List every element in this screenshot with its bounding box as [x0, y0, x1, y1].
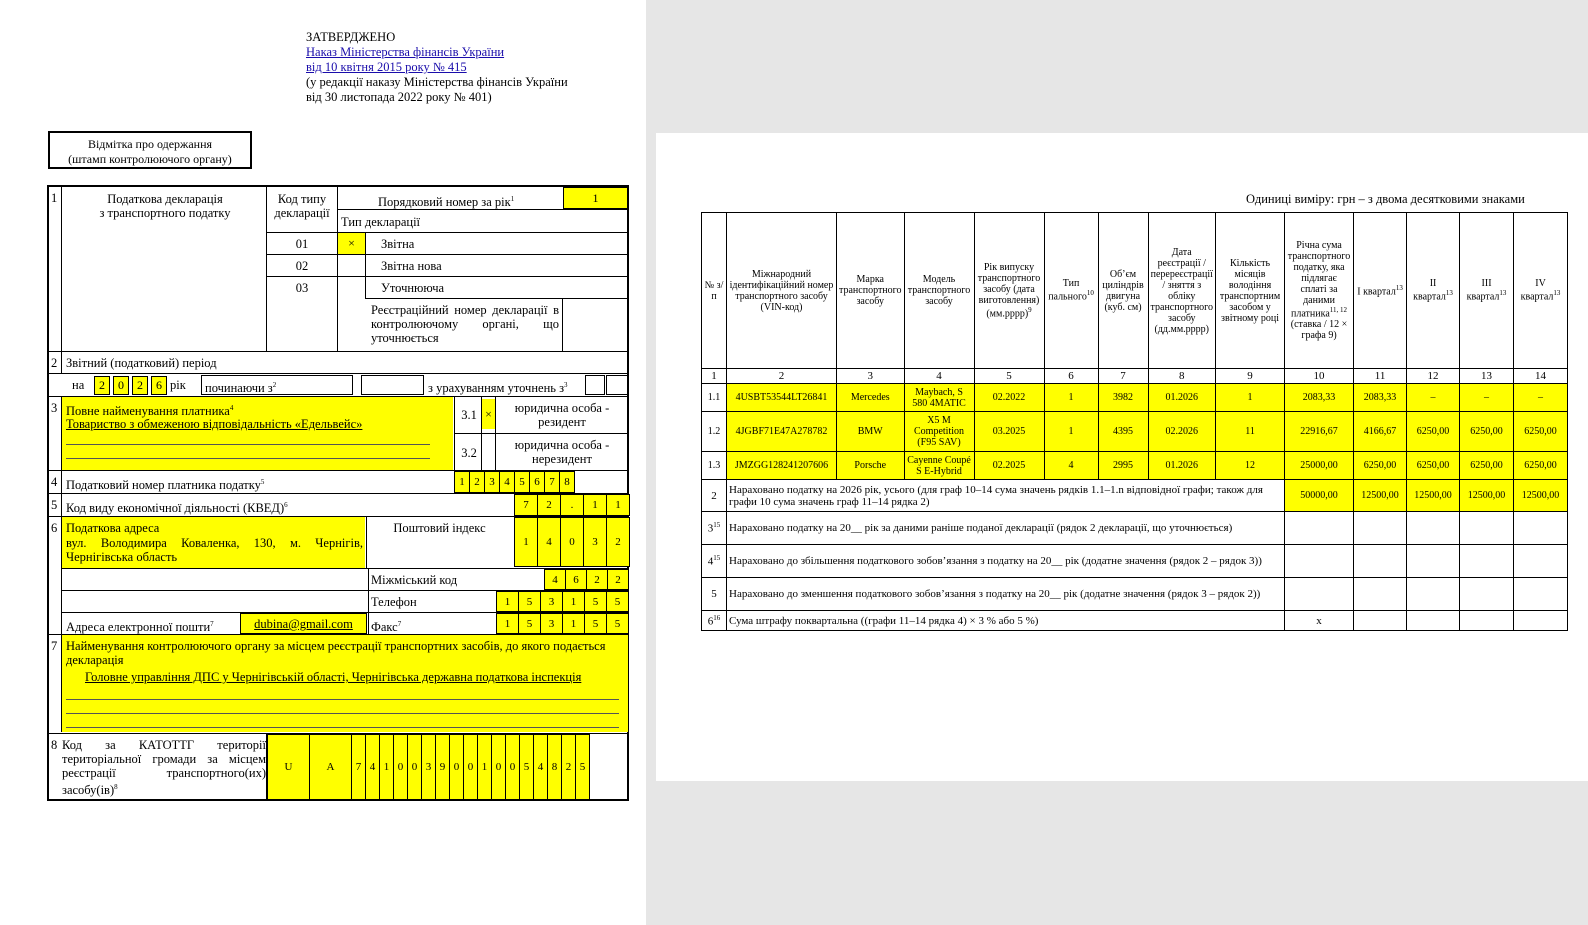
payer-name-value[interactable]: Товариство з обмеженою відповідальність «Едельвейс» [66, 417, 363, 431]
row-number-5: 5 [51, 498, 58, 512]
summary-number: 2 [702, 480, 727, 512]
katottg-digit[interactable]: 5 [575, 734, 590, 800]
summary-q1[interactable] [1354, 512, 1407, 545]
row-number: 1.1 [702, 384, 727, 412]
vin-cell[interactable]: 4USBT53544LT26841 [727, 384, 837, 412]
summary-q2[interactable] [1407, 578, 1460, 611]
summary-q4[interactable] [1514, 545, 1568, 578]
summary-text: Нараховано до збільшення податкового зобов’язання з податку на 20__ рік (додатне значення (рядок 2 – рядок 3)) [727, 545, 1285, 578]
row-number-4: 4 [51, 475, 58, 489]
decl-type-code-line-2: декларації [274, 206, 330, 220]
phone-digit[interactable]: 1 [562, 591, 585, 612]
payer-name-label-text: Повне найменування платника [66, 404, 230, 419]
column-number: 6 [1044, 369, 1098, 384]
brand-cell[interactable]: Porsche [837, 452, 905, 480]
tax-number-digit[interactable]: 4 [499, 471, 515, 493]
starting-from-label: починаючи $з^2$ [205, 381, 277, 396]
approved-label: ЗАТВЕРДЖЕНО [306, 30, 396, 44]
receipt-stamp-box [48, 131, 252, 169]
header-text: IV квартал [1520, 278, 1554, 303]
q2-cell[interactable]: 6250,00 [1407, 412, 1460, 452]
reg-date-cell[interactable]: 01.2026 [1148, 452, 1216, 480]
phone-digit[interactable]: 5 [606, 591, 629, 612]
edition-line-1: (у редакції наказу Міністерства фінансів України [306, 75, 568, 89]
summary-q4[interactable]: 12500,00 [1514, 480, 1568, 512]
column-number: 9 [1216, 369, 1285, 384]
summary-q4[interactable] [1514, 512, 1568, 545]
decl-type-label-01: Звітна [381, 237, 415, 251]
q4-cell[interactable]: 6250,00 [1514, 452, 1568, 480]
summary-number-text: 6 [707, 615, 714, 628]
summary-q3[interactable]: 12500,00 [1460, 480, 1514, 512]
fax-label: Факс$^7$ [371, 620, 402, 635]
volume-cell[interactable]: 3982 [1098, 384, 1148, 412]
resident-mark[interactable]: × [482, 399, 495, 429]
annual-cell[interactable]: 22916,67 [1285, 412, 1354, 452]
column-number: 13 [1460, 369, 1514, 384]
row-number-1: 1 [51, 191, 58, 205]
edition-line-2: від 30 листопада 2022 року № 401) [306, 90, 492, 104]
tax-number-label: Податковий номер платника податку$^5$ [66, 478, 265, 493]
decl-type-mark-01[interactable]: × [338, 233, 365, 254]
form-title-line-1: Податкова декларація [107, 192, 223, 206]
fax-digit[interactable]: 3 [540, 613, 563, 634]
row-number-6: 6 [51, 521, 58, 535]
summary-text: Нараховано податку на 2026 рік, усього (для граф 10–14 сума значень рядків 1.1–1.n відповідної графи; також для графи 10 сума значень граф 11–14 рядка 2) [727, 480, 1285, 512]
katottg-digit[interactable]: 0 [407, 734, 422, 800]
header-cell: IV квартал$^{13}$ [1514, 213, 1568, 369]
summary-row [702, 480, 1568, 512]
reg-date-cell[interactable]: 02.2026 [1148, 412, 1216, 452]
resident-code: 3.1 [461, 408, 477, 422]
header-cell: Міжнародний ідентифікаційний номер транспортного засобу (VIN-код) [727, 213, 837, 369]
order-link-1[interactable]: Наказ Міністерства фінансів України [306, 45, 505, 59]
header-text: Тип пального [1048, 278, 1087, 303]
decl-type-code-01: 01 [295, 237, 309, 251]
row-number: 1.3 [702, 452, 727, 480]
authority-label: Найменування контролюючого органу за місцем реєстрації транспортних засобів, до якого подається декларація [66, 639, 606, 667]
header-cell: № з/п [702, 213, 727, 369]
summary-annual[interactable] [1285, 512, 1354, 545]
stamp-line-1: Відмітка про одержання [87, 137, 213, 151]
intercity-label: Міжміський код [371, 573, 458, 587]
summary-annual[interactable] [1285, 578, 1354, 611]
column-number: 14 [1514, 369, 1568, 384]
katottg-digit[interactable]: 0 [505, 734, 520, 800]
kved-label-text: Код виду економічної діяльності (КВЕД) [66, 501, 285, 516]
row-number: 1.2 [702, 412, 727, 452]
table-row [702, 412, 1568, 452]
column-numbers-row [702, 369, 1568, 384]
brand-cell[interactable]: Mercedes [837, 384, 905, 412]
table-header-row [702, 213, 1568, 369]
q1-cell[interactable]: 4166,67 [1354, 412, 1407, 452]
header-cell: III квартал$^{13}$ [1460, 213, 1514, 369]
header-cell: Річна сума транспортного податку, яка підлягає сплаті за даними платника$^{11, 12}$ (ставка / 12 × графа 9) [1285, 213, 1354, 369]
postal-label: Поштовий індекс [393, 521, 486, 535]
decl-type-label-02: Звітна нова [381, 259, 442, 273]
q3-cell[interactable]: 6250,00 [1460, 452, 1514, 480]
summary-q3[interactable] [1460, 611, 1514, 631]
phone-digit[interactable]: 5 [584, 591, 607, 612]
katottg-digit[interactable]: 2 [561, 734, 576, 800]
table-row [702, 452, 1568, 480]
phone-label: Телефон [371, 595, 417, 609]
column-number: 10 [1285, 369, 1354, 384]
summary-text: Сума штрафу поквартальна ((графи 11–14 рядка 4) × 3 % або 5 %) [727, 611, 1285, 631]
address-label: Податкова адреса [66, 521, 160, 535]
postal-digit[interactable]: 0 [560, 517, 584, 567]
summary-q2[interactable] [1407, 545, 1460, 578]
column-number: 12 [1407, 369, 1460, 384]
fax-digit[interactable]: 1 [562, 613, 585, 634]
period-label: Звітний (податковий) період [66, 356, 217, 370]
starting-from-text: починаючи з [205, 381, 273, 396]
column-number: 7 [1098, 369, 1148, 384]
table-row [702, 384, 1568, 412]
tax-number-label-text: Податковий номер платника податку [66, 478, 261, 493]
summary-annual: x [1285, 611, 1354, 631]
serial-number-field[interactable]: 1 [563, 187, 628, 209]
decl-type-code-02: 02 [295, 259, 309, 273]
summary-row [702, 578, 1568, 611]
decl-type-label-03: Уточнююча [381, 281, 445, 295]
authority-value[interactable]: Головне управління ДПС у Чернігівській області, Чернігівська державна податкова інспекція [85, 670, 582, 684]
header-cell: Дата реєстрації / перереєстрації / зняття з обліку транспортного засобу (дд.мм.рррр) [1148, 213, 1216, 369]
tax-number-digit[interactable]: 8 [559, 471, 575, 493]
tax-number-digit[interactable]: 3 [484, 471, 500, 493]
fax-digit[interactable]: 1 [496, 613, 519, 634]
intercity-digit[interactable]: 2 [607, 569, 629, 590]
katottg-digit[interactable]: 5 [519, 734, 534, 800]
summary-number-text: 3 [707, 522, 714, 535]
address-value[interactable]: вул. Володимира Коваленка, 130, м. Чернігів, Чернігівська область [66, 536, 363, 564]
volume-cell[interactable]: 2995 [1098, 452, 1148, 480]
header-cell: Рік випуску транспортного засобу (дата виготовлення) (мм.рррр)$^9$ [974, 213, 1044, 369]
katottg-digit[interactable]: 8 [547, 734, 562, 800]
decl-type-mark-02[interactable] [338, 255, 365, 276]
header-cell: II квартал$^{13}$ [1407, 213, 1460, 369]
katottg-digit[interactable]: 0 [463, 734, 478, 800]
decl-type-label: Тип декларації [341, 215, 421, 229]
kved-label: Код виду економічної діяльності (КВЕД)$^6$ [66, 501, 288, 516]
summary-q4[interactable] [1514, 578, 1568, 611]
katottg-digit[interactable]: 0 [491, 734, 506, 800]
serial-number-label: Порядковий номер за рік$^1$ [378, 195, 515, 210]
vehicles-table [701, 212, 1568, 631]
order-link-2[interactable]: від 10 квітня 2015 року № 415 [306, 60, 467, 74]
postal-digit[interactable]: 4 [537, 517, 561, 567]
q2-cell[interactable]: – [1407, 384, 1460, 412]
row-number-3: 3 [51, 401, 58, 415]
summary-number: $4^{15}$ [702, 545, 727, 578]
kved-digit[interactable]: 7 [514, 494, 538, 516]
intercity-digit[interactable]: 2 [586, 569, 608, 590]
column-number: 5 [974, 369, 1044, 384]
row-number-8: 8 [51, 738, 58, 752]
volume-cell[interactable]: 4395 [1098, 412, 1148, 452]
model-cell[interactable]: Cayenne Coupé S E-Hybrid [904, 452, 974, 480]
header-cell: Кількість місяців володіння транспортним засобом у звітному році [1216, 213, 1285, 369]
reg-number-label: Реєстраційний номер декларації в контролюючому органі, що уточнюється [371, 303, 559, 345]
katottg-digit[interactable]: 9 [435, 734, 450, 800]
corrections-field-1[interactable] [585, 375, 605, 395]
summary-q2[interactable]: 12500,00 [1407, 480, 1460, 512]
year-cell[interactable]: 03.2025 [974, 412, 1044, 452]
kved-digit[interactable]: 2 [537, 494, 561, 516]
corrections-field-2[interactable] [606, 375, 628, 395]
header-cell: Тип пального$^{10}$ [1044, 213, 1098, 369]
summary-q1[interactable] [1354, 545, 1407, 578]
summary-row [702, 545, 1568, 578]
q3-cell[interactable]: 6250,00 [1460, 412, 1514, 452]
decl-type-code-03: 03 [295, 281, 309, 295]
summary-q2[interactable] [1407, 611, 1460, 631]
column-number: 4 [904, 369, 974, 384]
year-digit-2[interactable]: 0 [113, 376, 129, 395]
kved-digit[interactable]: . [560, 494, 584, 516]
header-text: Рік випуску транспортного засобу (дата виготовлення) (мм.рррр) [977, 261, 1041, 320]
fax-digit[interactable]: 5 [584, 613, 607, 634]
phone-digit[interactable]: 5 [518, 591, 541, 612]
postal-digit[interactable]: 1 [514, 517, 538, 567]
approval-header [306, 30, 568, 105]
form-title [70, 192, 260, 220]
months-cell[interactable]: 12 [1216, 452, 1285, 480]
summary-number: 5 [702, 578, 727, 611]
header-cell: Об’єм циліндрів двигуна (куб. см) [1098, 213, 1148, 369]
katottg-digit[interactable]: 0 [393, 734, 408, 800]
brand-cell[interactable]: BMW [837, 412, 905, 452]
form-title-line-2: з транспортного податку [99, 206, 231, 220]
tax-number-digit[interactable]: 7 [544, 471, 560, 493]
phone-digit[interactable]: 1 [496, 591, 519, 612]
tax-number-digit[interactable]: 5 [514, 471, 530, 493]
summary-annual[interactable]: 50000,00 [1285, 480, 1354, 512]
q3-cell[interactable]: – [1460, 384, 1514, 412]
header-text: II квартал [1413, 278, 1446, 303]
reg-number-field[interactable] [563, 299, 627, 350]
year-digit-1[interactable]: 2 [94, 376, 110, 395]
katottg-digit[interactable]: 1 [477, 734, 492, 800]
katottg-label-text: Код за КАТОТТГ території територіальної громади за місцем реєстрації транспортного(их) засобу(ів) [62, 738, 266, 798]
header-cell: Марка транспортного засобу [837, 213, 905, 369]
header-text: III квартал [1466, 278, 1500, 303]
tax-number-digit[interactable]: 6 [529, 471, 545, 493]
email-field[interactable] [240, 613, 367, 634]
katottg-digit[interactable]: 7 [351, 734, 366, 800]
column-number: 11 [1354, 369, 1407, 384]
fuel-cell[interactable]: 1 [1044, 412, 1098, 452]
year-word: рік [170, 378, 186, 392]
header-text: Річна сума транспортного податку, яка підлягає сплаті за даними платника [1287, 239, 1351, 320]
postal-digit[interactable]: 3 [583, 517, 607, 567]
katottg-digit[interactable]: 1 [379, 734, 394, 800]
email-label: Адреса електронної пошти$^7$ [66, 620, 214, 635]
decl-type-mark-03[interactable] [338, 277, 365, 298]
decl-type-code-line-1: Код типу [277, 192, 327, 206]
header-cell: I квартал$^{13}$ [1354, 213, 1407, 369]
year-digit-3[interactable]: 2 [132, 376, 148, 395]
q4-cell[interactable]: – [1514, 384, 1568, 412]
summary-number: $6^{16}$ [702, 611, 727, 631]
q4-cell[interactable]: 6250,00 [1514, 412, 1568, 452]
fax-digit[interactable]: 5 [606, 613, 629, 634]
phone-digit[interactable]: 3 [540, 591, 563, 612]
q1-cell[interactable]: 2083,33 [1354, 384, 1407, 412]
with-corrections-text: з урахуванням уточнень з [428, 381, 565, 396]
year-digit-4[interactable]: 6 [151, 376, 167, 395]
fuel-cell[interactable]: 4 [1044, 452, 1098, 480]
column-number: 3 [837, 369, 905, 384]
resident-label: юридична особа - резидент [514, 401, 610, 429]
q2-cell[interactable]: 6250,00 [1407, 452, 1460, 480]
kved-digit[interactable]: 1 [583, 494, 607, 516]
intercity-digit[interactable]: 4 [544, 569, 566, 590]
header-text: I квартал [1357, 286, 1396, 298]
tax-number-digit[interactable]: 2 [469, 471, 485, 493]
email-value: dubina@gmail.com [254, 617, 353, 631]
summary-q4[interactable] [1514, 611, 1568, 631]
postal-digit[interactable]: 2 [606, 517, 630, 567]
months-cell[interactable]: 1 [1216, 384, 1285, 412]
reg-date-cell[interactable]: 01.2026 [1148, 384, 1216, 412]
months-cell[interactable]: 11 [1216, 412, 1285, 452]
katottg-label: Код за КАТОТТГ території територіальної громади за місцем реєстрації транспортного(их) засобу(ів)$^8$ [62, 738, 266, 798]
fuel-cell[interactable]: 1 [1044, 384, 1098, 412]
annual-cell[interactable]: 2083,33 [1285, 384, 1354, 412]
katottg-digit[interactable]: A [309, 734, 352, 800]
column-number: 8 [1148, 369, 1216, 384]
email-label-text: Адреса електронної пошти [66, 620, 211, 635]
katottg-digit[interactable]: U [267, 734, 310, 800]
summary-q1[interactable]: 12500,00 [1354, 480, 1407, 512]
vin-cell[interactable]: 4JGBF71E47A278782 [727, 412, 837, 452]
annual-cell[interactable]: 25000,00 [1285, 452, 1354, 480]
units-note: Одиниці виміру: грн – з двома десятковими знаками [1246, 192, 1525, 206]
fax-digit[interactable]: 5 [518, 613, 541, 634]
model-cell[interactable]: Maybach, S 580 4MATIC [904, 384, 974, 412]
summary-q3[interactable] [1460, 512, 1514, 545]
summary-q3[interactable] [1460, 578, 1514, 611]
period-on: на [72, 378, 85, 392]
decl-type-code-label [267, 192, 337, 220]
summary-q3[interactable] [1460, 545, 1514, 578]
summary-row [702, 512, 1568, 545]
fax-label-text: Факс [371, 620, 398, 635]
summary-text: Нараховано до зменшення податкового зобов’язання з податку на 20__ рік (додатне значення (рядок 3 – рядок 2)) [727, 578, 1285, 611]
q1-cell[interactable]: 6250,00 [1354, 452, 1407, 480]
summary-number: $3^{15}$ [702, 512, 727, 545]
column-number: 2 [727, 369, 837, 384]
model-cell[interactable]: X5 M Competition (F95 SAV) [904, 412, 974, 452]
year-cell[interactable]: 02.2025 [974, 452, 1044, 480]
year-cell[interactable]: 02.2022 [974, 384, 1044, 412]
katottg-digit[interactable]: 4 [365, 734, 380, 800]
row-number-2: 2 [51, 356, 58, 370]
katottg-digit[interactable]: 4 [533, 734, 548, 800]
summary-q1[interactable] [1354, 578, 1407, 611]
row-number-7: 7 [51, 639, 58, 653]
with-corrections-label: з урахуванням уточнень $з^3$ [428, 381, 568, 396]
serial-label-text: Порядковий номер за рік [378, 195, 511, 210]
vin-cell[interactable]: JMZGG128241207606 [727, 452, 837, 480]
summary-q2[interactable] [1407, 512, 1460, 545]
stamp-line-2: (штамп контролюючого органу) [68, 152, 232, 166]
intercity-digit[interactable]: 6 [565, 569, 587, 590]
payer-name-label: Повне найменування платника$^4$ [66, 404, 234, 419]
nonresident-label: юридична особа - нерезидент [514, 438, 610, 466]
summary-number-text: 4 [707, 555, 714, 568]
starting-from-field[interactable] [361, 375, 424, 395]
summary-row [702, 611, 1568, 631]
summary-text: Нараховано податку на 20__ рік за даними раніше поданої декларації (рядок 2 декларації, що уточнюється) [727, 512, 1285, 545]
summary-q1[interactable] [1354, 611, 1407, 631]
katottg-digit[interactable]: 3 [421, 734, 436, 800]
katottg-digit[interactable]: 0 [449, 734, 464, 800]
kved-digit[interactable]: 1 [606, 494, 630, 516]
summary-annual[interactable] [1285, 545, 1354, 578]
nonresident-code: 3.2 [461, 446, 477, 460]
tax-number-digit[interactable]: 1 [454, 471, 470, 493]
column-number: 1 [702, 369, 727, 384]
header-cell: Модель транспортного засобу [904, 213, 974, 369]
